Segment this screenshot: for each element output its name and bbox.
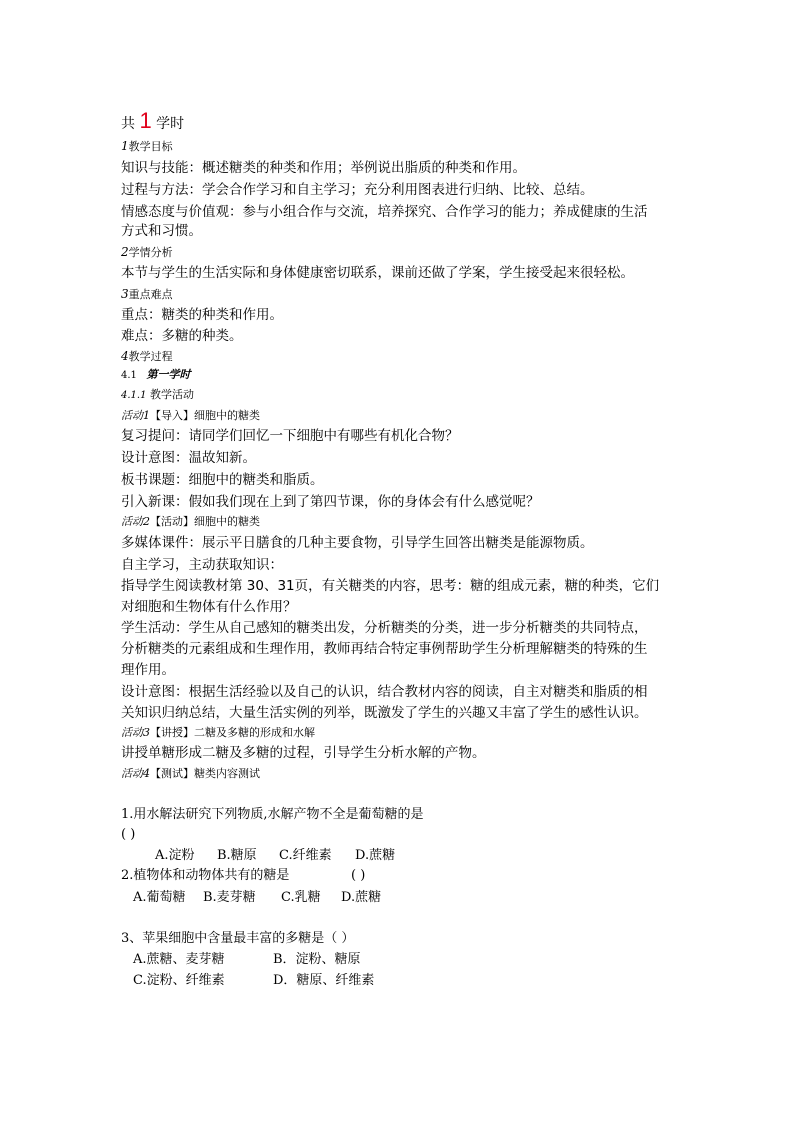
goal-attitude-cont: 方式和习惯。	[121, 223, 202, 239]
section-heading-1: 1教学目标	[121, 139, 173, 153]
q3-option-d: D．糖原、纤维素	[273, 973, 375, 988]
question-2-stem: 2.植物体和动物体共有的糖是	[121, 868, 290, 883]
a2-line: 多媒体课件：展示平日膳食的几种主要食物，引导学生回答出糖类是能源物质。	[121, 535, 594, 551]
header-suffix: 学时	[156, 116, 185, 132]
question-1-paren: ( )	[121, 827, 136, 842]
activity-2-heading: 活动2【活动】细胞中的糖类	[121, 515, 260, 528]
q1-option-d: D.蔗糖	[355, 848, 396, 863]
q3-option-a: A.蔗糖、麦芽糖	[133, 952, 225, 967]
section-heading-2: 2学情分析	[121, 245, 173, 259]
a2-line: 指导学生阅读教材第 30、31页，有关糖类的内容，思考：糖的组成元素，糖的种类，它们	[121, 578, 660, 594]
q1-option-b: B.糖原	[217, 848, 257, 863]
a1-line: 引入新课：假如我们现在上到了第四节课，你的身体会有什么感觉呢？	[121, 494, 540, 510]
a3-line: 讲授单糖形成二糖及多糖的过程，引导学生分析水解的产物。	[121, 745, 486, 761]
difficulty: 难点：多糖的种类。	[121, 328, 243, 344]
question-1-stem: 1.用水解法研究下列物质,水解产物不全是葡萄糖的是	[121, 807, 424, 822]
activity-3-heading: 活动3【讲授】二糖及多糖的形成和水解	[121, 726, 315, 739]
activity-4-heading: 活动4【测试】糖类内容测试	[121, 767, 260, 780]
q1-option-a: A.淀粉	[155, 848, 195, 863]
key-point: 重点：糖类的种类和作用。	[121, 307, 283, 323]
a2-line: 理作用。	[121, 662, 175, 678]
class-hours-count: 1	[139, 108, 152, 133]
a2-line: 分析糖类的元素组成和生理作用，教师再结合特定事例帮助学生分析理解糖类的特殊的生	[121, 641, 648, 657]
section-heading-4: 4教学过程	[121, 349, 173, 363]
goal-attitude: 情感态度与价值观：参与小组合作与交流，培养探究、合作学习的能力；养成健康的生活	[121, 204, 648, 220]
a2-line: 对细胞和生物体有什么作用？	[121, 599, 297, 615]
question-3-stem: 3、苹果细胞中含量最丰富的多糖是（ ）	[121, 931, 355, 946]
subsection-4-1-1: 4.1.1 教学活动	[121, 388, 194, 401]
q1-option-c: C.纤维素	[279, 848, 332, 863]
a1-line: 复习提问：请同学们回忆一下细胞中有哪些有机化合物？	[121, 428, 459, 444]
q2-option-a: A.葡萄糖	[133, 890, 186, 905]
subsection-4-1: 4.1 第一学时	[121, 368, 191, 381]
class-hours-header	[121, 108, 184, 137]
analysis-text: 本节与学生的生活实际和身体健康密切联系，课前还做了学案，学生接受起来很轻松。	[121, 265, 634, 281]
q2-option-b: B.麦芽糖	[203, 890, 256, 905]
header-prefix: 共	[121, 116, 135, 132]
goal-process: 过程与方法：学会合作学习和自主学习；充分利用图表进行归纳、比较、总结。	[121, 182, 594, 198]
q3-option-c: C.淀粉、纤维素	[133, 973, 225, 988]
a2-line: 关知识归纳总结，大量生活实例的列举，既激发了学生的兴趣又丰富了学生的感性认识。	[121, 705, 648, 721]
a2-line: 学生活动：学生从自己感知的糖类出发，分析糖类的分类，进一步分析糖类的共同特点，	[121, 620, 648, 636]
q2-option-d: D.蔗糖	[341, 890, 382, 905]
q3-option-b: B．淀粉、糖原	[273, 952, 361, 967]
a2-line: 设计意图：根据生活经验以及自己的认识，结合教材内容的阅读，自主对糖类和脂质的相	[121, 684, 648, 700]
activity-1-heading: 活动1【导入】细胞中的糖类	[121, 409, 260, 422]
a1-line: 板书课题：细胞中的糖类和脂质。	[121, 472, 324, 488]
a2-line: 自主学习，主动获取知识：	[121, 557, 283, 573]
section-heading-3: 3重点难点	[121, 287, 173, 301]
a1-line: 设计意图：温故知新。	[121, 450, 256, 466]
q2-option-c: C.乳糖	[281, 890, 321, 905]
question-2-paren: ( )	[351, 868, 366, 883]
goal-knowledge: 知识与技能：概述糖类的种类和作用；举例说出脂质的种类和作用。	[121, 160, 526, 176]
